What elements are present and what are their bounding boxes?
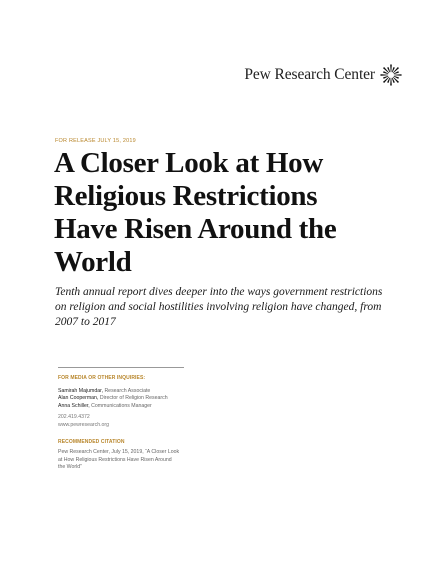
report-subtitle: Tenth annual report dives deeper into the ways government restrictions on religion and social hostilities involving religion have changed, from 2007 to 2017: [55, 286, 383, 328]
contact-role: Communications Manager: [91, 402, 152, 409]
contact-role: Director of Religion Research: [99, 395, 168, 402]
contact-name: Anna Schiller: [58, 402, 89, 409]
contact-name: Samirah Majumdar: [58, 387, 102, 394]
pew-sunburst-icon: [380, 64, 402, 86]
citation-text: Pew Research Center, July 15, 2019, “A Closer Look at How Religious Restrictions Have Risen Around the World”: [58, 449, 180, 471]
contact-phone: 202.419.4372: [58, 414, 90, 421]
release-date: FOR RELEASE JULY 15, 2019: [55, 138, 136, 144]
logo-ray: [394, 74, 402, 76]
logo-text: Pew Research Center: [244, 66, 375, 83]
report-title: A Closer Look at How Religious Restrictions Have Risen Around the World: [54, 147, 337, 278]
contact-role: Research Associate: [104, 387, 151, 394]
contact-heading: FOR MEDIA OR OTHER INQUIRIES:: [58, 374, 146, 381]
contact-block: [58, 367, 358, 472]
divider: [58, 367, 184, 368]
website-link[interactable]: www.pewresearch.org: [58, 421, 110, 428]
contact-list: [58, 388, 358, 411]
logo-ray: [390, 64, 392, 72]
citation-heading: RECOMMENDED CITATION: [58, 439, 125, 446]
logo-ray: [380, 74, 388, 76]
pew-logo: [244, 64, 402, 86]
contact-person: Alan Cooperman, Director of Religion Research: [58, 395, 168, 402]
contact-person: Samirah Majumdar, Research Associate: [58, 387, 151, 394]
logo-ray: [390, 78, 392, 86]
contact-name: Alan Cooperman: [58, 395, 97, 402]
contact-person: Anna Schiller, Communications Manager: [58, 402, 152, 409]
